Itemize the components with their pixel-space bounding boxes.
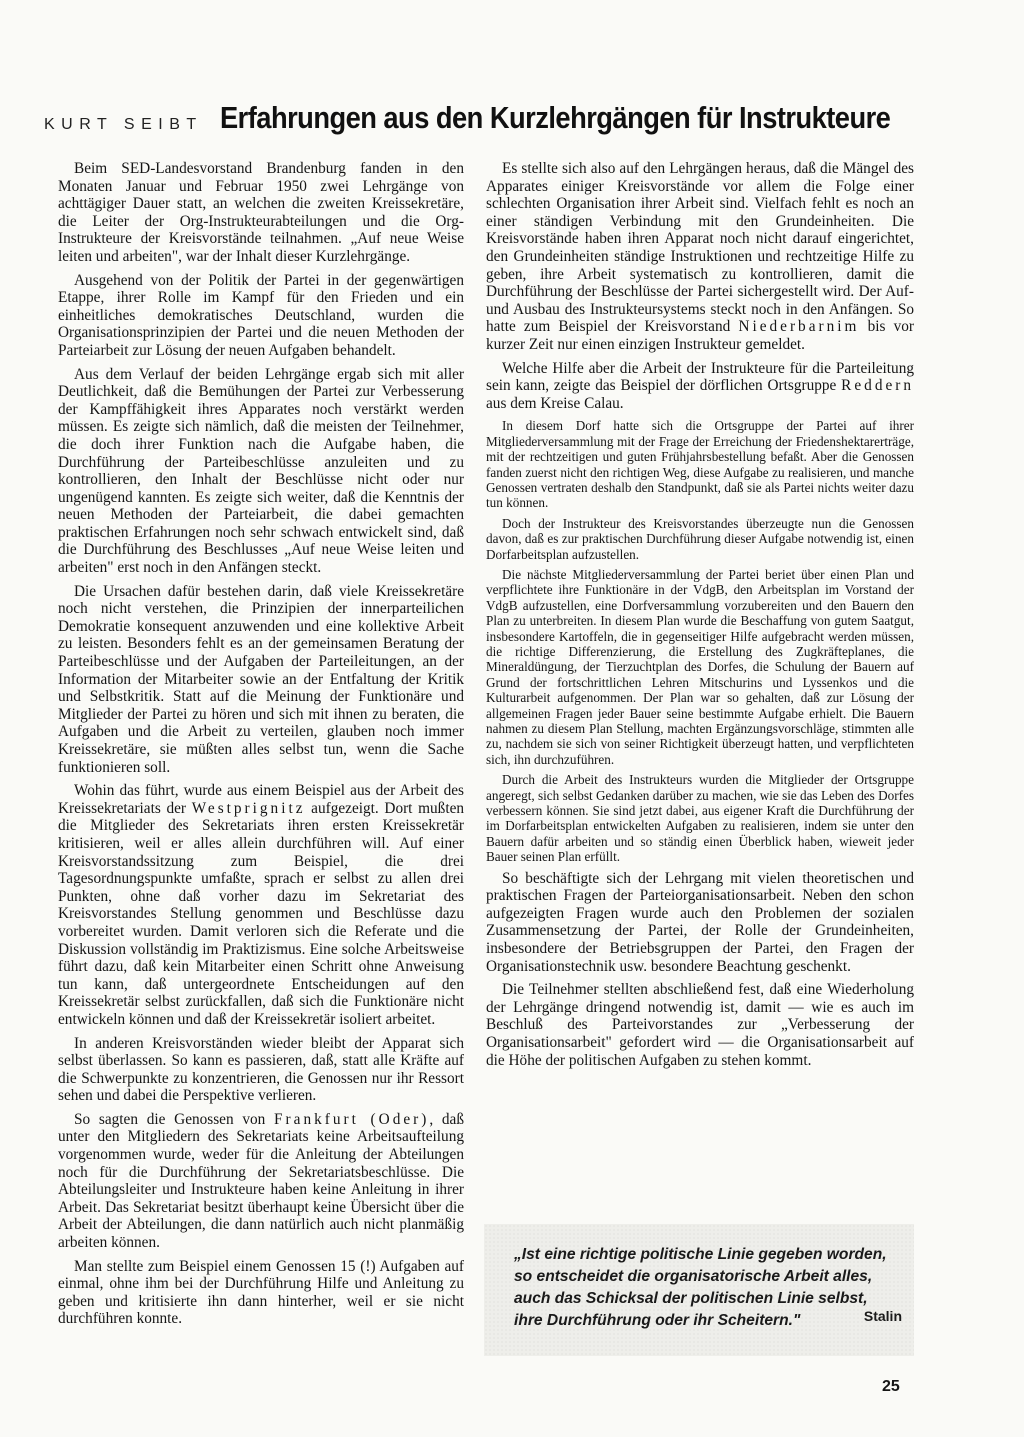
text-run: bis vor kurzer Zeit nur einen einzigen Instrukteur gemeldet. (486, 318, 914, 353)
paragraph (486, 160, 914, 354)
paragraph (486, 360, 914, 413)
text-run: Wohin das führt, wurde aus einem Beispiel aus der Arbeit des Kreissekretariats der (58, 782, 464, 817)
place-name: Westprignitz (191, 799, 306, 817)
example-paragraph: Die nächste Mitgliederversammlung der Partei beriet über einen Plan und verpflichtete ihre Funktionäre in der VdgB, den Arbeitsplan im Vorstand der VdgB aufzustellen, eine Dorfversammlung vorzubereiten und den Bauern den Plan zu unterbreiten. In diesem Plan wurde die Beschaffung von gutem Saatgut, insbesondere Kartoffeln, die in gegenseitiger Hilfe aufgebracht werden müssen, die richtige Differenzierung, die Erstellung des Zugkräfteplanes, die Mineraldüngung, der Tierzuchtplan des Dorfes, die Schulung der Bauern auf Grund der fortschrittlichen Lehren Mitschurins und Lyssenkos und die Kulturarbeit aufgenommen. Der Plan war so gehalten, daß zur Lösung der allgemeinen Fragen jeder Bauer seine bestimmte Aufgabe erhielt. Die Bauern nahmen zu diesem Plan Stellung, machten Ergänzungsvorschläge, stimmten alle zu, nachdem sie sich von seiner Richtigkeit überzeugt hatten, und verpflichteten sich, ihn durchzuführen. (486, 566, 914, 767)
paragraph: Die Ursachen dafür bestehen darin, daß viele Kreissekretäre noch nicht verstehen, die Prinzipien der innerparteilichen Demokratie konsequent anzuwenden und eine kollektive Arbeit zu leisten. Besonders fehlt es an der gemeinsamen Beratung der Parteibeschlüsse und der Aufgaben der Parteileitungen, an der Information der Mitarbeiter sowie an der Entfaltung der Kritik und Selbstkritik. Statt auf die Meinung der Funktionäre und Mitglieder der Partei zu hören und sich mit ihnen zu beraten, die Aufgaben und die Arbeit zu verteilen, glauben noch immer Kreissekretäre, sie müßten alles selbst tun, wenn die Sache funktionieren soll. (58, 582, 464, 776)
article-header (44, 98, 924, 148)
paragraph: In anderen Kreisvorständen wieder bleibt der Apparat sich selbst überlassen. So kann es passieren, daß, statt alle Kräfte auf die Schwerpunkte zu konzentrieren, die Genossen nur ihr Ressort sehen und dabei die Perspektive verlieren. (58, 1034, 464, 1105)
quote-text: „Ist eine richtige politische Linie gegeben worden, so entscheidet die organisatorische Arbeit alles, auch das Schicksal der politischen Linie selbst, ihre Durchführung oder ihr Scheitern." (514, 1246, 887, 1329)
text-run: So sagten die Genossen von (74, 1110, 275, 1128)
author-name: KURT SEIBT (44, 116, 203, 133)
text-run: Welche Hilfe aber die Arbeit der Instrukteure für die Parteileitung sein kann, zeigte das Beispiel der dörflichen Ortsgruppe (486, 359, 914, 395)
text-run: Es stellte sich also auf den Lehrgängen heraus, daß die Mängel des Apparates einiger Kreisvorstände vor allem die Folge einer schlechten Organisation ihrer Arbeit sind. Vielfach fehlt es noch an einer ständigen Verbindung mit den Grundeinheiten. Die Kreisvorstände haben ihren Apparat noch nicht darauf eingerichtet, den Grundeinheiten ständige Instruktionen und rechtzeitige Hilfe zu geben, ihre Arbeit systematisch zu kontrollieren, damit die Durchführung der Beschlüsse der Partei sichergestellt wird. Der Auf- und Ausbau des Instrukteursystems steckt noch in den Anfängen. So hatte zum Beispiel der Kreisvorstand (486, 160, 914, 336)
page-number: 25 (882, 1378, 900, 1395)
paragraph (58, 782, 464, 1028)
place-name: Niederbarnim (738, 318, 860, 336)
place-name: Frankfurt (Oder) (274, 1110, 430, 1128)
text-run: , daß unter den Mitgliedern des Sekretariats keine Arbeitsaufteilung vorgenommen wurde, weder für die Anleitung der Abteilungen noch für die Durchführung der Sekretariatsbeschlüsse. Die Abteilungsleiter und Instrukteure haben keine Anleitung in ihrer Arbeit. Das Sekretariat besitzt überhaupt keine Übersicht über die Arbeit der Abteilungen, die dann natürlich auch nicht planmäßig arbeiten können. (58, 1110, 464, 1252)
text-run: aus dem Kreise Calau. (486, 394, 624, 412)
paragraph: Ausgehend von der Politik der Partei in der gegenwärtigen Etappe, ihrer Rolle im Kampf für den Frieden und ein einheitliches demokratisches Deutschland, wurden die Organisationsprinzipien der Partei und die neuen Methoden der Parteiarbeit zur Lösung der neuen Aufgaben behandelt. (58, 271, 464, 359)
quote-author: Stalin (863, 1308, 902, 1324)
right-column (486, 160, 914, 1075)
paragraph: So beschäftigte sich der Lehrgang mit vielen theoretischen und praktischen Fragen der Parteiorganisationsarbeit. Neben den schon aufgezeigten Fragen wurde auch den Problemen der sozialen Zusammensetzung der Partei, der Rolle der Grundeinheiten, insbesondere der Betriebsgruppen der Partei, den Fragen der Organisationstechnik usw. besondere Beachtung geschenkt. (486, 869, 914, 975)
text-run: aufgezeigt. Dort mußten die Mitglieder des Sekretariats ihren ersten Kreissekretär kritisieren, weil er alles allein durchführen will. Auf einer Kreisvorstandssitzung zum Beispiel, die drei Tagesordnungspunkte umfaßte, sprach er selbst zu allen drei Punkten, ohne daß vorher dazu im Sekretariat des Kreisvorstandes Stellung genommen und Beschlüsse dazu vorbereitet wurden. Damit verloren sich die Referate und die Diskussion vollständig im Praktizismus. Eine solche Arbeitsweise führt dazu, daß kein Mitarbeiter einen Schritt ohne Anweisung tun kann, daß untergeordnete Entscheidungen auf den Kreissekretär selbst zurückfallen, daß sich die Funktionäre nicht entwickeln können und daß der Kreissekretär isoliert arbeitet. (58, 799, 465, 1028)
example-paragraph: Durch die Arbeit des Instrukteurs wurden die Mitglieder der Ortsgruppe angeregt, sich selbst Gedanken darüber zu machen, wie sie das Leben des Dorfes verbessern können. Sie sind jetzt dabei, aus eigener Kraft die Durchführung der im Dorfarbeitsplan entwickelten Aufgaben zu realisieren, indem sie unter den Bauern dafür arbeiten und so ständig einen Überblick haben, wieweit jeder Bauer seinen Plan erfüllt. (486, 772, 914, 865)
left-column (58, 160, 464, 1334)
place-name: Reddern (841, 377, 914, 395)
quote-box (484, 1224, 914, 1356)
example-paragraph: In diesem Dorf hatte sich die Ortsgruppe der Partei auf ihrer Mitgliederversammlung mit der Frage der Erreichung der Friedenshektarerträge, mit der rechtzeitigen und guten Frühjahrsbestellung befaßt. Aber die Genossen fanden zuerst nicht den richtigen Weg, diese Aufgabe zu realisieren, und manche Genossen vertraten deshalb den Standpunkt, daß sie als Partei nichts weiter dazu tun können. (486, 418, 914, 511)
example-paragraph: Doch der Instrukteur des Kreisvorstandes überzeugte nun die Genossen davon, daß es zur praktischen Durchführung dieser Aufgabe notwendig ist, einen Dorfarbeitsplan aufzustellen. (486, 515, 914, 562)
paragraph: Beim SED-Landesvorstand Brandenburg fanden in den Monaten Januar und Februar 1950 zwei Lehrgänge von achttägiger Dauer statt, an welchen die zweiten Kreissekretäre, die Leiter der Org-Instrukteurabteilungen und die Org-Instrukteure der Kreisvorstände teilnahmen. „Auf neue Weise leiten und arbeiten", war der Inhalt dieser Kurzlehrgänge. (58, 160, 464, 265)
article-title: Erfahrungen aus den Kurzlehrgängen für Instrukteure (220, 100, 891, 135)
paragraph: Man stellte zum Beispiel einem Genossen 15 (!) Aufgaben auf einmal, ohne ihm bei der Durchführung Hilfe und Anleitung zu geben und kritisierte ihn dann hinterher, weil er sie nicht durchführen konnte. (58, 1257, 464, 1328)
paragraph (58, 1111, 464, 1252)
paragraph: Aus dem Verlauf der beiden Lehrgänge ergab sich mit aller Deutlichkeit, daß die Bemühungen der Partei zur Verbesserung der Kampffähigkeit ihres Apparates noch verstärkt werden müssen. Es zeigte sich nämlich, daß die meisten der Teilnehmer, die doch ihrer Funktion nach die Aufgabe haben, die Durchführung der Parteibeschlüsse anzuleiten und zu kontrollieren, den Inhalt der Beschlüsse nicht oder nur ungenügend kannten. Es zeigte sich weiter, daß die Kenntnis der neuen Methoden der Parteiarbeit, die dabei gemachten praktischen Erfahrungen noch sehr schwach entwickelt sind, daß die Durchführung des Beschlusses „Auf neue Weise leiten und arbeiten" erst noch in den Anfängen steckt. (58, 365, 464, 577)
paragraph: Die Teilnehmer stellten abschließend fest, daß eine Wiederholung der Lehrgänge dringend notwendig ist, damit — wie es auch im Beschluß des Parteivorstandes zur „Verbesserung der Organisationsarbeit" gefordert wird — die Organisationsarbeit auf die Höhe der politischen Aufgaben zu stehen kommt. (486, 981, 914, 1069)
